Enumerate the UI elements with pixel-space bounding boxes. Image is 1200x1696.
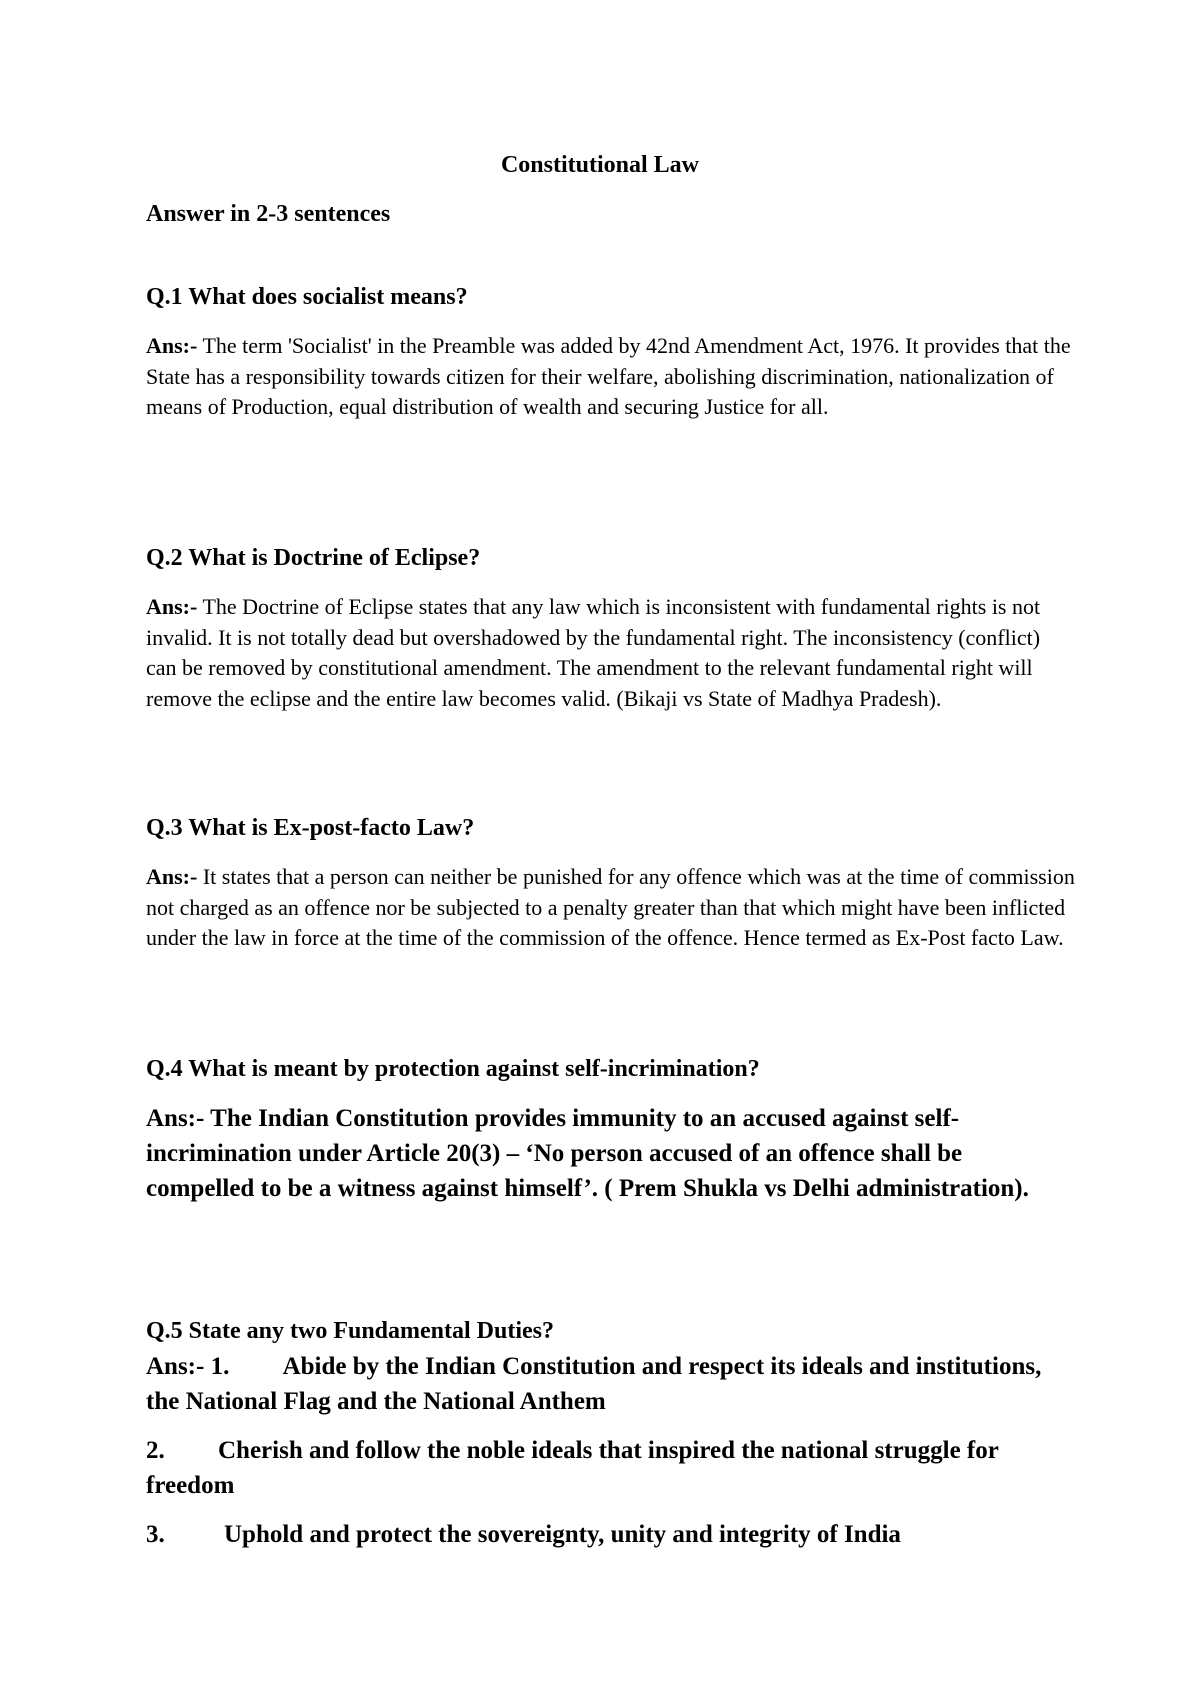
answer-body: The term 'Socialist' in the Preamble was added by 42nd Amendment Act, 1976. It provides that the State has a responsibility towards citizen for their welfare, abolishing discrimination, nationalization of means of Production, equal distribution of wealth and securing Justice for all.: [146, 333, 1071, 419]
answer-label: Ans:-: [146, 594, 198, 619]
duty-number: 2.: [146, 1437, 165, 1464]
question-block-3: [146, 813, 1076, 954]
duty-number: 1.: [210, 1353, 230, 1380]
answer-text: [146, 592, 1076, 714]
answer-body: The Doctrine of Eclipse states that any law which is inconsistent with fundamental rights is not invalid. It is not totally dead but overshadowed by the fundamental right. The inconsistency (conflict) can be removed by constitutional amendment. The amendment to the relevant fundamental right will remove the eclipse and the entire law becomes valid. (Bikaji vs State of Madhya Pradesh).: [146, 594, 1041, 711]
document-title: Constitutional Law: [500, 152, 700, 178]
answer-text: [146, 862, 1076, 954]
question-block-2: [146, 543, 1076, 714]
answer-body: The Indian Constitution provides immunity to an accused against self-incrimination under Article 20(3) – ‘No person accused of an offence shall be compelled to be a witness against himself’. ( Prem Shukla vs Delhi administration).: [146, 1105, 1029, 1202]
question-heading: Q.1 What does socialist means?: [146, 284, 468, 310]
duty-item-3: [146, 1517, 1076, 1552]
question-block-1: [146, 282, 1076, 423]
answer-body: It states that a person can neither be punished for any offence which was at the time of commission not charged as an offence nor be subjected to a penalty greater than that which might have been inflicted under the law in force at the time of the commission of the offence. Hence termed as Ex-Post facto Law.: [146, 864, 1075, 950]
answer-label: Ans:-: [146, 864, 198, 889]
duty-item-1: [146, 1349, 1076, 1419]
instruction-text: Answer in 2-3 sentences: [146, 201, 391, 227]
duty-text: Uphold and protect the sovereignty, unity and integrity of India: [224, 1521, 901, 1548]
duty-text: Abide by the Indian Constitution and respect its ideals and institutions, the National Flag and the National Anthem: [146, 1353, 1042, 1415]
answer-label: Ans:-: [146, 1105, 205, 1132]
question-heading: Q.4 What is meant by protection against self-incrimination?: [146, 1056, 760, 1082]
question-heading: Q.3 What is Ex-post-facto Law?: [146, 815, 475, 841]
duty-number: 3.: [146, 1521, 165, 1548]
question-block-5: [146, 1316, 1076, 1552]
answer-text: [146, 331, 1076, 423]
duty-text: Cherish and follow the noble ideals that inspired the national struggle for freedom: [146, 1437, 999, 1499]
answer-label: Ans:-: [146, 333, 198, 358]
answer-text: [146, 1101, 1076, 1206]
answer-label: Ans:-: [146, 1353, 205, 1380]
question-block-4: [146, 1054, 1076, 1206]
question-heading: Q.2 What is Doctrine of Eclipse?: [146, 545, 481, 571]
question-heading: Q.5 State any two Fundamental Duties?: [146, 1318, 555, 1344]
duty-item-2: [146, 1433, 1076, 1503]
